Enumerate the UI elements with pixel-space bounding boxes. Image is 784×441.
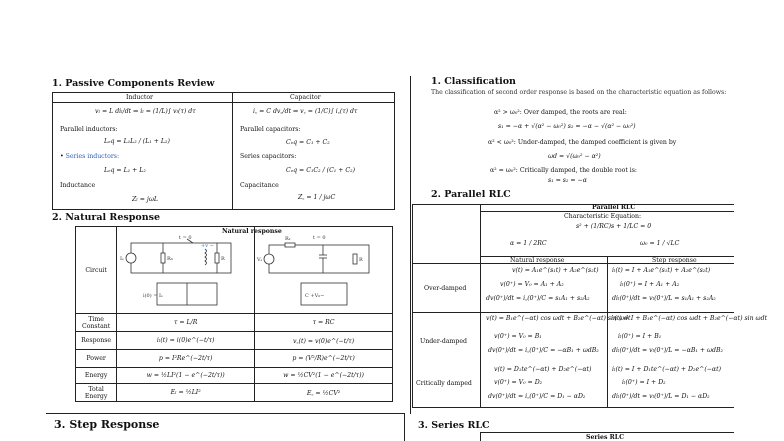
row-label-response: Response xyxy=(76,332,117,350)
overdamped-roots: s₁ = −α + √(α² − ω₀²) s₂ = −α − √(α² − ω₀²) xyxy=(498,123,636,130)
series-rlc-table-title: Series RLC xyxy=(586,434,625,441)
under-step-2: iₗ(0⁺) = I + B₁ xyxy=(618,333,662,340)
capacitance-label: Capacitance xyxy=(240,182,279,189)
over-step-3: diₗ(0⁺)/dt = vₗ(0⁺)/L = s₁A₁ + s₂A₂ xyxy=(612,295,716,302)
rl-power: p = I²Re^(−2t/τ) xyxy=(117,350,255,368)
characteristic-equation: s² + (1/RC)s + 1/LC = 0 xyxy=(576,223,652,230)
row-label-time-constant: Time Constant xyxy=(76,314,117,332)
omega0-formula: ω₀ = 1 / √LC xyxy=(640,240,680,247)
series-capacitors-formula: Cₑq = C₁C₂ / (C₁ + C₂) xyxy=(286,167,356,174)
over-step-2: iₗ(0⁺) = I + A₁ + A₂ xyxy=(620,281,680,288)
capacitor-formula: i꜀ = C dv꜀/dt ⇒ v꜀ = (1/C)∫ i꜀(τ) dτ xyxy=(253,108,358,115)
row-label-over-damped: Over-damped xyxy=(424,285,467,292)
over-nat-3: dv(0⁺)/dt = i꜀(0⁺)/C = s₁A₁ + s₂A₂ xyxy=(486,295,590,302)
series-inductors-formula: Lₑq = L₁ + L₂ xyxy=(104,167,146,174)
row-label-under-damped: Under-damped xyxy=(420,338,467,345)
svg-text:t = 0: t = 0 xyxy=(179,235,192,241)
parallel-rlc-table-title: Parallel RLC xyxy=(592,204,636,211)
step-response-title: 3. Step Response xyxy=(54,418,160,431)
rl-response: iₗ(t) = i(0)e^(−t/τ) xyxy=(117,332,255,350)
underdamped-case: α² < ω₀²: Under-damped, the damped coefficient is given by xyxy=(488,139,677,146)
svg-text:t = 0: t = 0 xyxy=(313,235,326,241)
alpha-formula: α = 1 / 2RC xyxy=(510,240,547,247)
capacitor-header: Capacitor xyxy=(290,94,321,101)
svg-text:R: R xyxy=(359,257,363,263)
step-response-column: Step response xyxy=(652,257,697,264)
svg-text:Iₛ: Iₛ xyxy=(120,256,124,262)
classification-intro: The classification of second order response is based on the characteristic equation as follows: xyxy=(431,89,727,96)
over-nat-2: v(0⁺) = V₀ = A₁ + A₂ xyxy=(500,281,564,288)
capacitance-formula: Z꜀ = 1 / jωC xyxy=(298,194,336,201)
rl-circuit-schematic xyxy=(117,227,253,311)
crit-step-1: iₗ(t) = I + D₁te^(−αt) + D₂e^(−αt) xyxy=(612,366,722,373)
series-inductors-label: • Series inductors: xyxy=(60,153,120,160)
parallel-rlc-title: 2. Parallel RLC xyxy=(431,189,511,200)
crit-nat-1: v(t) = D₁te^(−αt) + D₂e^(−αt) xyxy=(494,366,592,373)
crit-step-2: iₗ(0⁺) = I + D₂ xyxy=(622,379,666,386)
under-nat-3: dv(0⁺)/dt = i꜀(0⁺)/C = −αB₁ + ωdB₂ xyxy=(488,347,599,354)
series-rlc-title: 3. Series RLC xyxy=(418,420,490,431)
classification-title: 1. Classification xyxy=(431,76,516,87)
rc-response: v꜀(t) = v(0)e^(−t/τ) xyxy=(255,332,393,350)
natural-response-title: 2. Natural Response xyxy=(52,212,161,223)
rc-power: p = (V²/R)e^(−2t/τ) xyxy=(255,350,393,368)
overdamped-case: α² > ω₀²: Over damped, the roots are real: xyxy=(494,109,627,116)
natural-response-table-title: Natural response xyxy=(222,228,282,235)
rc-circuit-schematic xyxy=(255,227,391,311)
critically-damped-case: α² = ω₀²: Critically damped, the double root is: xyxy=(490,167,638,174)
rl-energy: w = ½LI²(1 − e^(−2t/τ)) xyxy=(117,368,255,384)
parallel-inductors-formula: Lₑq = L₁L₂ / (L₁ + L₂) xyxy=(104,138,170,145)
svg-text:+v −: +v − xyxy=(201,243,215,249)
crit-nat-2: v(0⁺) = V₀ = D₂ xyxy=(494,379,543,386)
rc-circuit-diagram xyxy=(255,227,393,314)
rc-energy: w = ½CV²(1 − e^(−2t/τ)) xyxy=(255,368,393,384)
parallel-inductors-label: Parallel inductors: xyxy=(60,126,118,133)
inductor-formula: vₗ = L diₗ/dt ⇒ iₗ = (1/L)∫ vₗ(τ) dτ xyxy=(95,108,196,115)
passive-review-title: 1. Passive Components Review xyxy=(52,78,215,89)
under-step-3: diₗ(0⁺)/dt = vₗ(0⁺)/L = −αB₁ + ωdB₂ xyxy=(612,347,724,354)
underdamped-omega: ωd = √(ω₀² − α²) xyxy=(548,153,601,160)
svg-text:R₁: R₁ xyxy=(285,236,291,242)
row-label-critically-damped: Critically damped xyxy=(416,380,472,387)
rc-time-constant: τ = RC xyxy=(255,314,393,332)
over-nat-1: v(t) = A₁e^(s₁t) + A₂e^(s₂t) xyxy=(512,267,599,274)
svg-text:R: R xyxy=(221,256,225,262)
over-step-1: iₗ(t) = I + A₁e^(s₁t) + A₂e^(s₂t) xyxy=(612,267,711,274)
inductor-header: Inductor xyxy=(126,94,154,101)
row-label-total-energy: Total Energy xyxy=(76,384,117,402)
parallel-capacitors-formula: Cₑq = C₁ + C₂ xyxy=(286,139,330,146)
svg-text:i(0) = Iₛ: i(0) = Iₛ xyxy=(143,293,163,299)
critically-damped-root: s₁ = s₂ = −α xyxy=(548,177,587,184)
inductance-formula: Zₗ = jωL xyxy=(132,196,158,203)
row-label-energy: Energy xyxy=(76,368,117,384)
rl-total-energy: Eₗ = ½LI² xyxy=(117,384,255,402)
rc-total-energy: E꜀ = ½CV² xyxy=(255,384,393,402)
parallel-capacitors-label: Parallel capacitors: xyxy=(240,126,301,133)
parallel-rlc-table xyxy=(412,204,734,408)
natural-response-column: Natural response xyxy=(510,257,565,264)
svg-text:Vₛ: Vₛ xyxy=(257,257,263,263)
rl-time-constant: τ = L/R xyxy=(117,314,255,332)
under-nat-1: v(t) = B₁e^(−αt) cos ωdt + B₂e^(−αt) sin ωdt xyxy=(486,315,631,322)
series-capacitors-label: Series capacitors: xyxy=(240,153,297,160)
natural-response-table xyxy=(75,226,393,402)
row-label-power: Power xyxy=(76,350,117,368)
rl-circuit-diagram xyxy=(117,227,255,314)
crit-nat-3: dv(0⁺)/dt = i꜀(0⁺)/C = D₁ − αD₂ xyxy=(488,393,586,400)
under-step-1: iₗ(t) = I + B₁e^(−αt) cos ωdt + B₂e^(−αt) sin ωdt xyxy=(611,315,768,322)
inductance-label: Inductance xyxy=(60,182,96,189)
under-nat-2: v(0⁺) = V₀ = B₁ xyxy=(494,333,542,340)
row-label-circuit: Circuit xyxy=(76,227,117,314)
characteristic-equation-label: Characteristic Equation: xyxy=(564,213,642,220)
svg-text:R₀: R₀ xyxy=(167,256,173,262)
svg-text:C +V₀−: C +V₀− xyxy=(305,293,325,299)
crit-step-3: diₗ(0⁺)/dt = vₗ(0⁺)/L = D₁ − αD₂ xyxy=(612,393,710,400)
